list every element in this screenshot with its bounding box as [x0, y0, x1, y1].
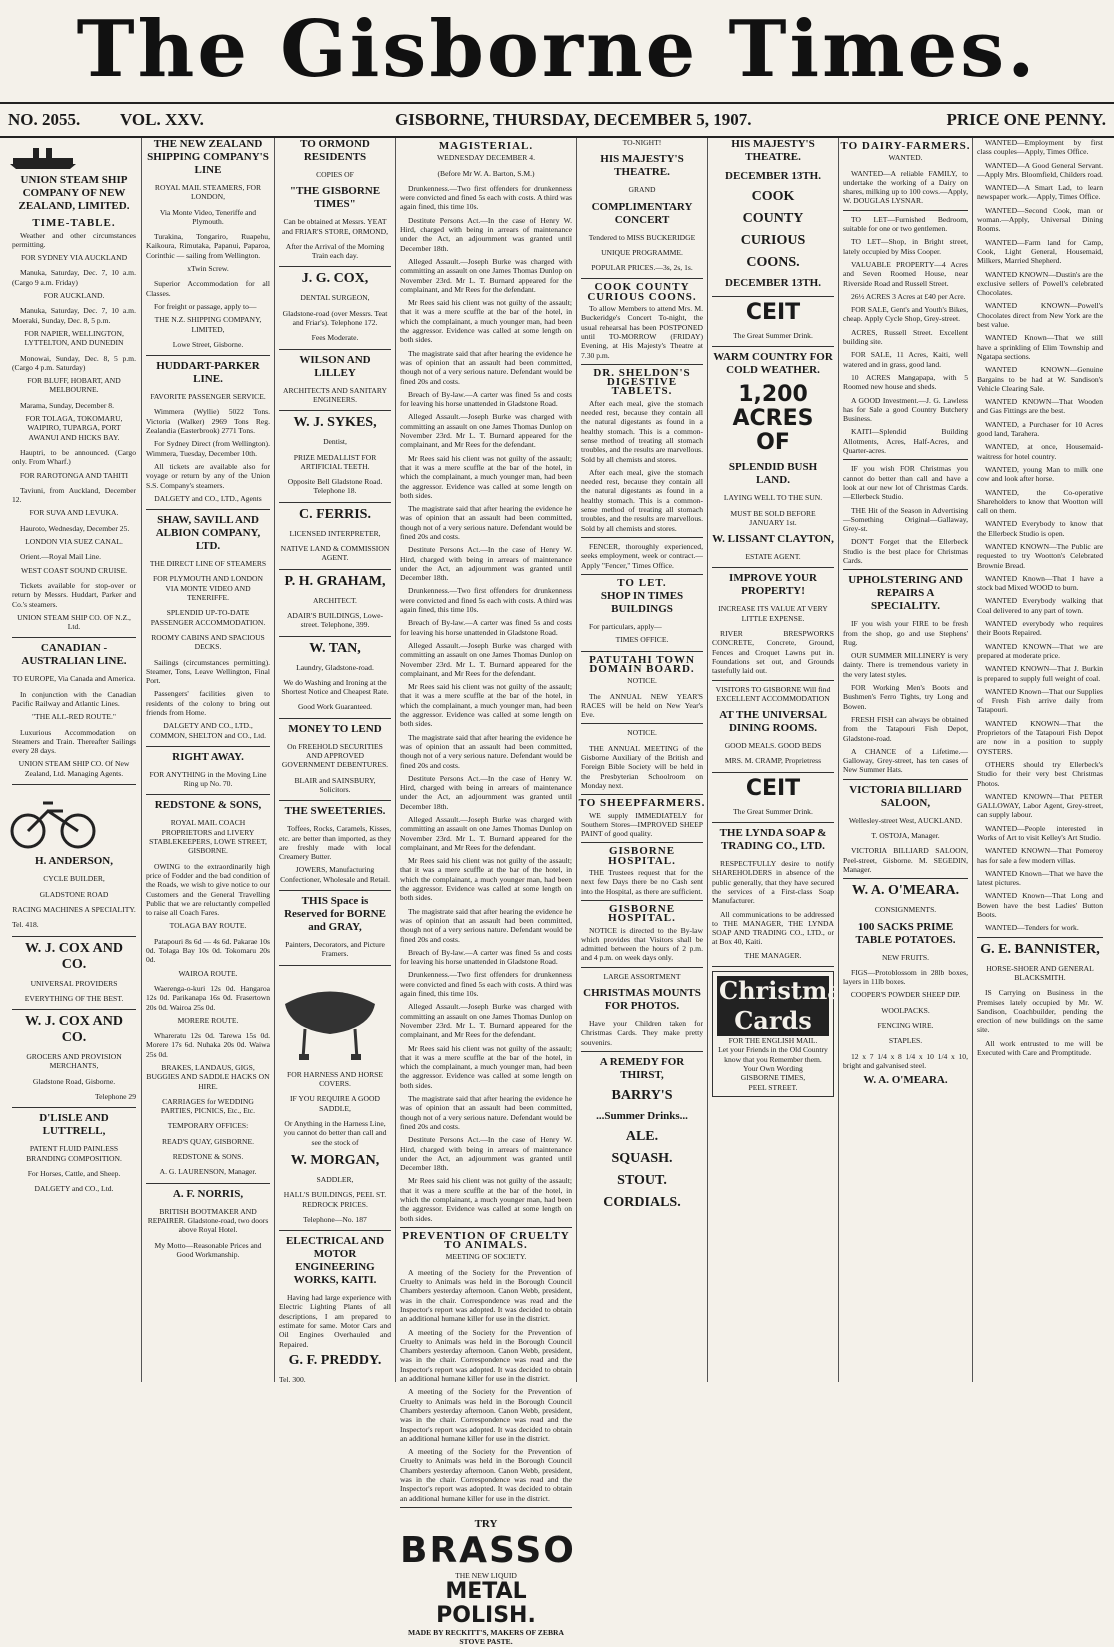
wanted-27: WANTED KNOWN—That Pomeroy has for sale a few modern villas.: [977, 846, 1103, 865]
squash: SQUASH.: [611, 1150, 673, 1166]
lisle-use: For Horses, Cattle, and Sheep.: [27, 1168, 121, 1178]
large-assortment: LARGE ASSORTMENT: [603, 971, 681, 981]
wanted-7: WANTED KNOWN—Powell's Chocolates direct from New York are the best value.: [977, 301, 1103, 330]
redstone-sons: REDSTONE & SONS.: [172, 1152, 244, 1162]
wanted-4: WANTED—Second Cook, man or woman.—Apply, Universal Dining Rooms.: [977, 205, 1103, 234]
cards-word: Cards: [717, 1006, 829, 1036]
magisterial-p4c: Mr Rees said his client was not guilty of the assault; that it was a mere scuffle at the bar of the hotel, in which the complainant, a much younger man, had been the aggressor. Evidence was called at some length on both sides.: [400, 682, 572, 729]
wairoa-route: WAIROA ROUTE.: [178, 968, 238, 978]
saddler: SADDLER,: [316, 1174, 354, 1184]
roomy-cabins: ROOMY CABINS AND SPACIOUS DECKS.: [151, 632, 265, 652]
lisle-product: PATENT FLUID PAINLESS BRANDING COMPOSITION.: [26, 1144, 122, 1163]
electrical: ELECTRICAL AND MOTOR ENGINEERING WORKS, KAITI.: [285, 1235, 385, 1287]
copies-of: COPIES OF: [316, 170, 354, 179]
magisterial-p4e: Mr Rees said his client was not guilty of the assault; that it was a mere scuffle at the bar of the hotel, in which the complainant, a much younger man, had been the aggressor. Evidence was called at some length on both sides.: [400, 1043, 572, 1090]
wanted-8: WANTED Known—That we still have a sprinkling of Elim Township and Ngatapa sections.: [977, 333, 1103, 361]
magisterial-p1d: Drunkenness.—Two first offenders for drunkenness were convicted and fined 5s each with costs. A third was again fined, this time 10s.: [400, 970, 572, 999]
times-office: TIMES OFFICE.: [615, 635, 669, 645]
preddy-name: G. F. PREDDY.: [288, 1352, 382, 1368]
native-land: NATIVE LAND & COMMISSION AGENT.: [280, 544, 390, 563]
route-tolaga: FOR TOLAGA, TOKOMARU, WAIPIRO, TUPARGA, PORT AWANUI AND HICKS BAY.: [25, 414, 123, 442]
magisterial-p2: Destitute Persons Act.—In the case of Henry W. Hird, charged with being in arrears of maintenance under the Act, an adjournment was granted until December 18th.: [400, 215, 572, 253]
universal-providers: UNIVERSAL PROVIDERS: [30, 978, 118, 988]
wanted-1: WANTED—Employment by first class couples—Apply, Times Office.: [977, 138, 1103, 157]
brasso-logo: BRASSO: [400, 1529, 576, 1571]
magisterial-p3b: Alleged Assault.—Joseph Burke was charged with committing an assault on one James Thomas Dunlop on November 23rd. Mr L. T. Burnard appeared for the complainant, and Mr Rees for the defendant.: [400, 412, 572, 450]
notice-body: THE ANNUAL MEETING of the Gisborne Auxiliary of the British and Foreign Bible Society will be held in the Presbyterian Schoolroom on Monday next.: [581, 743, 703, 790]
managing-agents: UNION STEAM SHIP CO. Of New Zealand, Ltd. Managing Agents.: [18, 759, 130, 778]
magisterial-p5c: The magistrate said that after hearing the evidence he was of opinion that an assault had been committed, though not of a very serious nature. Defendant would be fined 20s and costs.: [400, 732, 572, 770]
friends-remember: Let your Friends in the Old Country know that you Remember them.: [718, 1045, 828, 1064]
tolaga-route: TOLAGA BAY ROUTE.: [169, 921, 247, 931]
consignments: CONSIGNMENTS.: [874, 905, 937, 915]
bannister-body-2: All work entrusted to me will be Executed with Care and Promptitude.: [977, 1038, 1103, 1058]
fees-moderate: Fees Moderate.: [311, 333, 359, 343]
visitors: VISITORS TO GISBORNE Will find EXCELLENT ACCOMMODATION: [715, 684, 831, 703]
tel-187: Telephone—No. 187: [303, 1214, 367, 1224]
architect: ARCHITECT.: [313, 595, 357, 605]
reads-quay: READ'S QUAY, GISBORNE.: [161, 1136, 255, 1146]
norris-sub: BRITISH BOOTMAKER AND REPAIRER. Gladstone-road, two doors above Royal Hotel.: [147, 1206, 269, 1235]
increase: INCREASE ITS VALUE AT VERY LITTLE EXPENSE.: [718, 604, 828, 623]
wanted-dairy: WANTED—A reliable FAMILY, to undertake the working of a Dairy on shares, milking up to 100 cows.—Apply, W. DOUGLAS LYSNAR.: [843, 168, 968, 206]
magisterial-p5d: The magistrate said that after hearing the evidence he was of opinion that an assault had been committed, though not of a very serious nature. Defendant would be fined 20s and costs.: [400, 906, 572, 944]
ferris-name: C. FERRIS.: [299, 506, 371, 522]
cooper-dip: COOPER'S POWDER SHEEP DIP.: [850, 990, 961, 1000]
wilson-sub: ARCHITECTS AND SANITARY ENGINEERS.: [282, 385, 388, 404]
laying-well: LAYING WELL TO THE SUN.: [723, 493, 823, 503]
dateline: [0, 102, 1114, 138]
good-meals: GOOD MEALS. GOOD BEDS: [724, 741, 822, 751]
unique-programme: UNIQUE PROGRAMME.: [601, 247, 683, 257]
county: COUNTY: [742, 211, 804, 226]
christmas-photos: IF you wish FOR Christmas you cannot do better than call and have a look at our new lot of Christmas Cards.—Ellerbeck Studio.: [843, 464, 968, 502]
saddle-question-2: Or Anything in the Harness Line, you cannot do better than call and see the stock of: [283, 1119, 387, 1147]
laundry: Laundry, Gladstone-road.: [296, 662, 374, 672]
volume-number: VOL. XXV.: [120, 110, 204, 129]
redstone-sub: ROYAL MAIL COACH PROPRIETORS and LIVERY STABLEKEEPERS, LOWE STREET, GISBORNE.: [149, 818, 267, 856]
norris-motto: My Motto—Reasonable Prices and Good Workmanship.: [154, 1240, 262, 1259]
lisle-name: D'LISLE AND LUTTRELL,: [39, 1112, 109, 1138]
bicycle-icon: [8, 791, 98, 851]
cook-curious: COOK COUNTY CURIOUS COONS.: [587, 281, 697, 303]
dec-13: DECEMBER 13TH.: [725, 170, 821, 182]
anderson-speciality: RACING MACHINES A SPECIALITY.: [12, 904, 136, 914]
graham-name: P. H. GRAHAM,: [284, 573, 386, 589]
twin-screw: xTwin Screw.: [187, 264, 229, 274]
for-sale-bikes: FOR SALE, Gent's and Youth's Bikes, cheap. Apply Cycle Shop, Grey-street.: [843, 305, 968, 324]
dalgety-common: DALGETY AND CO., LTD., COMMON, SHELTON and CO., Ltd.: [149, 721, 267, 740]
tendered: Tendered to MISS BUCKERIDGE: [588, 232, 696, 242]
column-6: HIS MAJESTY'S THEATRE. DECEMBER 13TH. COOK COUNTY CURIOUS COONS. DECEMBER 13TH. CEIT The Great Summer Drink. WARM COUNTRY FOR COLD WEATHER. 1,200 ACRES OF SPLENDID BUSH LAND. LAYING WELL TO THE SUN. MUST BE SOLD BEFORE JANUARY 1st. W. LISSANT CLAYTON, ESTATE AGENT. IMPROVE YOUR PROPERTY! INCREASE ITS VALUE AT VERY LITTLE EXPENSE. RIVER BRESPWORKS CONCRETE, Concrete, Ground, Fences and Croquet Lawns put in. Foundations set out, and Grounds tastefully laid out. VISITORS TO GISBORNE Will find EXCELLENT ACCOMMODATION AT THE UNIVERSAL DINING ROOMS. GOOD MEALS. GOOD BEDS MRS. M. CRAMP, Proprietress CEIT The Great Summer Drink. THE LYNDA SOAP & TRADING CO., LTD. RESPECTFULLY desire to notify SHAREHOLDERS in absence of the public generally, that they have secured the services of a First-class Soap Manufacturer. All communications to be addressed to THE MANAGER, THE LYNDA SOAP AND TRADING CO., LTD., or at Box 40, Kaiti. THE MANAGER. Christmas Cards FOR THE ENGLISH MAIL. Let your Friends in the Old Country know that you Remember them. Your Own Wording GISBORNE TIMES, PEEL STREET.: [707, 138, 838, 1382]
favorite-service: FAVORITE PASSENGER SERVICE.: [150, 392, 266, 402]
wanted-11: WANTED, a Purchaser for 10 Acres good land, Tarahera.: [977, 419, 1103, 439]
magisterial-p1: Drunkenness.—Two first offenders for drunkenness were convicted and fined 5s each with costs. A third was again fined, this time 10s.: [400, 183, 572, 212]
column-7: TO DAIRY-FARMERS. WANTED. WANTED—A reliable FAMILY, to undertake the working of a Dairy on shares, milking up to 100 cows.—Apply, W. DOUGLAS LYSNAR. TO LET—Furnished Bedroom, suitable for one or two gentlemen. TO LET—Shop, in Bright street, lately occupied by Miss Cooper. VALUABLE PROPERTY—4 Acres and Seven Roomed House, near Riverside Road and Russell Street. 26½ ACRES 3 Acres at £40 per Acre. FOR SALE, Gent's and Youth's Bikes, cheap. Apply Cycle Shop, Grey-street. ACRES, Russell Street. Excellent building site. FOR SALE, 11 Acres, Kaiti, well watered and in grass, good land. 10 ACRES Mangapapa, with 5 Roomed new house and sheds. A GOOD Investment.—J. G. Lawless has for Sale a good Country Butchery Business. KAITI—Splendid Building Allotments, Acres, Half-Acres, and Quarter-acres. IF you wish FOR Christmas you cannot do better than call and have a look at our new lot of Christmas Cards.—Ellerbeck Studio. THE Hit of the Season in Advertising—Something Original—Gallaway, Grey-st. DON'T Forget that the Ellerbeck Studio is the best place for Christmas Cards. UPHOLSTERING AND REPAIRS A SPECIALITY. IF you wish your FIRE to be fresh from the shop, go and use Stephens' Rug. OUR SUMMER MILLINERY is very dainty. There is tremendous variety in the very latest styles. FOR Working Men's Boots and Bushmen's Ferro Tights, try Long and Bowen. FRESH FISH can always be obtained from the Tatapouri Fish Depot, Gladstone-road. A CHANCE of a Lifetime.—Galloway, Grey-street, has ten cases of New Summer Hats. VICTORIA BILLIARD SALOON, Wellesley-street West, AUCKLAND. T. OSTOJA, Manager. VICTORIA BILLIARD SALOON, Peel-street, Gisborne. M. SEGEDIN, Manager. W. A. O'MEARA. CONSIGNMENTS. 100 SACKS PRIME TABLE POTATOES. NEW FRUITS. FIGS—Protoblossom in 28lb boxes, layers in 11lb boxes. COOPER'S POWDER SHEEP DIP. WOOLPACKS. FENCING WIRE. STAPLES. 12 x 7 1/4 x 8 1/4 x 10 1/4 x 10, bright and galvanised steel. W. A. O'MEARA.: [838, 138, 972, 1382]
grand: GRAND: [628, 185, 656, 195]
to-let: TO LET.: [617, 576, 667, 589]
sheepfarmers: TO SHEEPFARMERS.: [578, 797, 706, 810]
royal-mail: ROYAL MAIL STEAMERS, FOR LONDON,: [154, 183, 262, 202]
ceit-sub: The Great Summer Drink.: [733, 331, 813, 340]
hospital-heading-2: GISBORNE HOSPITAL.: [608, 902, 676, 925]
wanted-18: WANTED Everybody walking that Coal delivered to any part of town.: [977, 596, 1103, 615]
page-columns: [8, 138, 1106, 1647]
curious: CURIOUS: [740, 233, 806, 248]
ceit: CEIT: [745, 300, 801, 325]
to-let-bedroom: TO LET—Furnished Bedroom, suitable for one or two gentlemen.: [843, 214, 968, 234]
universal-dining: AT THE UNIVERSAL DINING ROOMS.: [719, 709, 827, 735]
wanted-23: WANTED KNOWN—That the Proprietors of the Tatapouri Fish Depot are now in a position to supply OYSTERS.: [977, 718, 1103, 756]
wanted-24: OTHERS should try Ellerbeck's Studio for their very best Christmas Photos.: [977, 759, 1103, 788]
bannister-body: IS Carrying on Business in the Premises lately occupied by Mr. W. Sandison, Coachbuilder, pending the erection of new buildings on the same site.: [977, 988, 1103, 1035]
prevention-body: A meeting of the Society for the Prevention of Cruelty to Animals was held in the Borough Council Chambers yesterday afternoon. Canon Webb, president, was in the chair. Correspondence was read and the Inspector's report was adopted. It was decided to obtain an additional humane killer for use in the district.: [400, 1267, 572, 1324]
gladstone-address: Gladstone Road, Gisborne.: [32, 1076, 116, 1086]
brasso-new: THE NEW LIQUID: [455, 1570, 517, 1580]
splendid-bush: SPLENDID BUSH LAND.: [728, 461, 818, 487]
brakes: BRAKES, LANDAUS, GIGS, BUGGIES AND SADDLE HACKS ON HIRE.: [146, 1063, 270, 1091]
magisterial-p2b: Destitute Persons Act.—In the case of Henry W. Hird, charged with being in arrears of maintenance under the Act, an adjournment was granted until December 18th.: [400, 545, 572, 583]
clayton: W. LISSANT CLAYTON,: [712, 533, 834, 546]
potatoes: 100 SACKS PRIME TABLE POTATOES.: [855, 920, 956, 946]
timetable-note: Weather and other circumstances permitting.: [12, 230, 136, 249]
direct-line: THE DIRECT LINE OF STEAMERS: [149, 559, 267, 569]
column-4: [395, 138, 576, 1647]
magisterial-p5b: The magistrate said that after hearing the evidence he was of opinion that an assault had been committed, though not of a very serious nature. Defendant would be fined 20s and costs.: [400, 504, 572, 541]
remedy-thirst: A REMEDY FOR THIRST,: [599, 1055, 685, 1081]
victoria-saloon: VICTORIA BILLIARD SALOON,: [849, 783, 962, 809]
sykes-name: W. J. SYKES,: [293, 415, 377, 431]
wanted-2: WANTED—A Good General Servant.—Apply Mrs. Bloomfield, Childers road.: [977, 160, 1103, 179]
shaw-heading: SHAW, SAVILL AND ALBION COMPANY, LTD.: [155, 514, 261, 553]
cordials: CORDIALS.: [603, 1194, 681, 1210]
union-signature: UNION STEAM SHIP CO. OF N.Z., Ltd.: [17, 612, 131, 632]
must-sold: MUST BE SOLD BEFORE JANUARY 1st.: [730, 508, 816, 527]
route-napier: FOR NAPIER, WELLINGTON, LYTTELTON, AND DUNEDIN: [24, 328, 124, 348]
grocers: GROCERS AND PROVISION MERCHANTS,: [26, 1052, 122, 1071]
lynda-body: RESPECTFULLY desire to notify SHAREHOLDERS in absence of the public generally, that they have secured the services of a First-class Soap Manufacturer.: [712, 859, 834, 906]
good-work: Good Work Guaranteed.: [297, 702, 373, 712]
magisterial-p4: Mr Rees said his client was not guilty of the assault; that it was a mere scuffle at the bar of the hotel, in which the complainant, a much younger man, had been the aggressor. Evidence was called at some length on both sides.: [400, 298, 572, 345]
own-wording: Your Own Wording: [743, 1063, 803, 1073]
magisterial-p2c: Destitute Persons Act.—In the case of Henry W. Hird, charged with being in arrears of maintenance under the Act, an adjournment was granted until December 18th.: [400, 773, 572, 811]
estate-agent: ESTATE AGENT.: [745, 552, 801, 562]
saddle-icon: [275, 974, 385, 1064]
space-sub: Painters, Decorators, and Picture Framers.: [285, 939, 385, 959]
wj-cox-name: W. J. COX AND CO.: [25, 940, 123, 972]
union-heading: UNION STEAM SHIP COMPANY OF NEW ZEALAND, LIMITED.: [18, 174, 130, 213]
acres-sale: ACRES, Russell Street. Excellent building site.: [843, 327, 968, 347]
adair: ADAIR'S BUILDINGS, Lowe-street. Telephone, 399.: [286, 610, 384, 630]
sykes-address: Opposite Bell Gladstone Road. Telephone 18.: [287, 477, 383, 496]
cook: COOK: [751, 189, 795, 204]
magisterial-p4f: Mr Rees said his client was not guilty of the assault; that it was a mere scuffle at the bar of the hotel, in which the complainant, a much younger man, had been the aggressor. Evidence was called at some length on both sides.: [400, 1176, 572, 1223]
ale: ALE.: [625, 1128, 659, 1144]
particulars: For particulars, apply—: [589, 622, 662, 632]
saddle-question: IF YOU REQUIRE A GOOD SADDLE,: [289, 1094, 380, 1113]
hospital-heading: GISBORNE HOSPITAL.: [608, 845, 676, 867]
patutahi: PATUTAHI TOWN DOMAIN BOARD.: [589, 653, 695, 675]
brasso-maker: MADE BY RECKITT'S, MAKERS OF ZEBRA STOVE PASTE.: [408, 1628, 564, 1647]
wanted-5: WANTED—Farm land for Camp, Cook, Light General, Housemaid, Milkers, Married Shepherd.: [977, 237, 1103, 266]
blair: BLAIR and SAINSBURY, Solicitors.: [294, 775, 376, 794]
sykes-sub: Dentist,: [323, 437, 347, 447]
wanted-10: WANTED KNOWN—That Wooden and Gas Fittings are the best.: [977, 397, 1103, 416]
nzship-ltd: THE N.Z. SHIPPING COMPANY, LIMITED,: [154, 315, 262, 334]
column-2: THE NEW ZEALAND SHIPPING COMPANY'S LINE ROYAL MAIL STEAMERS, FOR LONDON, Via Monte Video, Teneriffe and Plymouth. Turakina, Tongariro, Ruapehu, Kaikoura, Rimutaka, Papanui, Paparoa, Corinthic — sailing from Wellington. xTwin Screw. Superior Accommodation for all Classes. For freight or passage, apply to— THE N.Z. SHIPPING COMPANY, LIMITED, Lowe Street, Gisborne. HUDDART-PARKER LINE. FAVORITE PASSENGER SERVICE. Wimmera (Wyllie) 5022 Tons. Victoria (Walker) 2969 Tons Reg. Zealandia (Easterbrook) 2771 Tons. For Sydney Direct (from Wellington). Wimmera, Tuesday, December 10th. All tickets are available also for voyage or return by any of the Union S.S. Company's steamers. DALGETY and CO., LTD., Agents SHAW, SAVILL AND ALBION COMPANY, LTD. THE DIRECT LINE OF STEAMERS FOR PLYMOUTH AND LONDON VIA MONTE VIDEO AND TENERIFFE. SPLENDID UP-TO-DATE PASSENGER ACCOMMODATION. ROOMY CABINS AND SPACIOUS DECKS. Sailings (circumstances permitting). Steamer, Tons, Leave Wellington, Final Port. Passengers' facilities given to residents of the colony to bring out friends from Home. DALGETY AND CO., LTD., COMMON, SHELTON and CO., Ltd. RIGHT AWAY. FOR ANYTHING in the Moving Line Ring up No. 70. REDSTONE & SONS, ROYAL MAIL COACH PROPRIETORS and LIVERY STABLEKEEPERS, LOWE STREET, GISBORNE. OWING to the extraordinarily high price of Fodder and the bad condition of the Roads, we wish to give notice to our Customers and the General Travelling Public that we are reluctantly compelled to raise all Coach Fares. TOLAGA BAY ROUTE. Patapouri 8s 6d — 4s 6d. Pakarae 10s 0d. Tolaga Bay 10s 0d. Tokomaru 20s 0d. WAIROA ROUTE. Waerenga-o-kuri 12s 0d. Hangaroa 12s 0d. Parikanapa 16s 0d. Frasertown 20s 0d. Wairoa 25s 0d. MORERE ROUTE. Whareratu 12s 0d. Tarewa 15s 0d. Morere 17s 6d. Nuhaka 20s 0d. Waiwa 25s 0d. BRAKES, LANDAUS, GIGS, BUGGIES AND SADDLE HACKS ON HIRE. CARRIAGES for WEDDING PARTIES, PICNICS, Etc., Etc. TEMPORARY OFFICES: READ'S QUAY, GISBORNE. REDSTONE & SONS. A. G. LAURENSON, Manager. A. F. NORRIS, BRITISH BOOTMAKER AND REPAIRER. Gladstone-road, two doors above Royal Hotel. My Motto—Reasonable Prices and Good Workmanship.: [141, 138, 274, 1382]
jgcox-name: J. G. COX,: [301, 271, 369, 287]
jgcox-address: Gladstone-road (over Messrs. Teat and Friar's). Telephone 172.: [282, 308, 388, 328]
warm-country: WARM COUNTRY FOR COLD WEATHER.: [713, 351, 833, 377]
licensed: LICENSED INTERPRETER,: [289, 528, 381, 538]
wanted-28: WANTED Known—That we have the latest pictures.: [977, 868, 1103, 888]
wanted-21: WANTED KNOWN—That J. Burkin is prepared to supply full weight of coal.: [977, 664, 1103, 683]
wanted-26: WANTED—People interested in Works of Art to visit Kelley's Art Studio.: [977, 823, 1103, 842]
redstone-heading: REDSTONE & SONS,: [154, 799, 262, 812]
wanted-15: WANTED Everybody to know that the Ellerbeck Studio is open.: [977, 519, 1103, 538]
magisterial-before: (Before Mr W. A. Barton, S.M.): [437, 168, 535, 178]
magisterial-p4b: Mr Rees said his client was not guilty of the assault; that it was a mere scuffle at the bar of the hotel, in which the complainant, a much younger man, had been the aggressor. Evidence was called at some length on both sides.: [400, 453, 572, 500]
notice-2: NOTICE.: [627, 728, 657, 738]
shop-times: SHOP IN TIMES BUILDINGS: [600, 590, 684, 616]
hospital-body: THE Trustees request that for the next few Days there be no Cash sent into the Hospital, as there are sufficient.: [581, 868, 703, 896]
nzship-lowe: Lowe Street, Gisborne.: [172, 339, 244, 349]
wtan-sub: We do Washing and Ironing at the Shortest Notice and Cheapest Rate.: [281, 677, 389, 697]
dalgety-agents: DALGETY and CO., LTD., Agents: [154, 493, 262, 503]
laurenson: A. G. LAURENSON, Manager.: [159, 1167, 257, 1177]
right-away-sub: FOR ANYTHING in the Moving Line Ring up No. 70.: [149, 769, 267, 789]
sheldon-heading: DR. SHELDON'S DIGESTIVE TABLETS.: [593, 366, 691, 398]
christmas-cards-box: [712, 971, 857, 1097]
wj-cox-name-2: W. J. COX AND CO.: [25, 1014, 123, 1046]
anderson-name: H. ANDERSON,: [35, 855, 113, 868]
wanted-14: WANTED, the Co-operative Shareholders to know that Wootton will call on them.: [977, 487, 1103, 516]
jowers: JOWERS, Manufacturing Confectioner, Wholesale and Retail.: [280, 865, 390, 884]
money-lend: MONEY TO LEND: [288, 722, 382, 735]
wanted-label: WANTED.: [888, 153, 923, 163]
wanted-3: WANTED—A Smart Lad, to learn newspaper work.—Apply, Times Office.: [977, 183, 1103, 202]
oshea-manager: T. OSTOJA, Manager.: [871, 831, 940, 841]
sweeteries: THE SWEETERIES.: [284, 805, 386, 818]
obtained: Can be obtained at Messrs. YEAT and FRIAR'S STORE, ORMOND,: [281, 217, 389, 236]
upholstering: UPHOLSTERING AND REPAIRS A SPECIALITY.: [848, 574, 963, 613]
magisterial-p5e: The magistrate said that after hearing the evidence he was of opinion that an assault had been committed, though not of a very serious nature. Defendant would be fined 20s and costs.: [400, 1094, 572, 1131]
route-suva: FOR SUVA AND LEVUKA.: [29, 508, 119, 518]
lynda-sign: THE MANAGER.: [744, 950, 802, 960]
magisterial-p6d: Breach of By-law.—A carter was fined 5s and costs for leaving his horse unattended in Gladstone Road.: [400, 947, 572, 967]
huddart-heading: HUDDART-PARKER LINE.: [156, 360, 260, 386]
summer-drinks: ...Summer Drinks...: [596, 1109, 688, 1122]
route-london: LONDON VIA SUEZ CANAL.: [25, 537, 123, 547]
his-majesty-2: HIS MAJESTY'S THEATRE.: [731, 138, 815, 163]
dec-13-b: DECEMBER 13TH.: [725, 277, 821, 289]
wanted-16: WANTED KNOWN—The Public are requested to try Wootton's Celebrated Brownie Bread.: [977, 541, 1103, 570]
dairy-heading: TO DAIRY-FARMERS.: [840, 140, 971, 152]
jgcox-sub: DENTAL SURGEON,: [300, 293, 370, 303]
arrival: After the Arrival of the Morning Train each day.: [285, 241, 385, 261]
wanted-29: WANTED Known—That Long and Bowen have the best Ladies' Button Boots.: [977, 891, 1103, 920]
issue-number: NO. 2055.: [8, 110, 81, 129]
magisterial-p6: Breach of By-law.—A carter was fined 5s and costs for leaving his horse unattended in Gladstone Road.: [400, 389, 572, 409]
wanted-12: WANTED, at once, Housemaid-waitress for hotel country.: [977, 442, 1103, 461]
sheldon-body-2: After each meal, give the stomach needed rest, because they contain all the natural digestants as found in a healthy stomach. This is a common-sense method of treating all stomach troubles, and the results are marvellous. Sold by all chemists and stores.: [581, 467, 703, 533]
bannister-sub: HORSE-SHOER AND GENERAL BLACKSMITH.: [986, 963, 1094, 982]
column-5: TO-NIGHT! HIS MAJESTY'S THEATRE. GRAND COMPLIMENTARY CONCERT Tendered to MISS BUCKERIDGE UNIQUE PROGRAMME. POPULAR PRICES.—3s, 2s, 1s. COOK COUNTY CURIOUS COONS. To allow Members to attend Mrs. M. Buckeridge's Concert To-night, the usual rehearsal has been POSTPONED until TO-MORROW (FRIDAY) Evening, at His Majesty's Theatre at 7.30 p.m. DR. SHELDON'S DIGESTIVE TABLETS. After each meal, give the stomach needed rest, because they contain all the natural digestants as found in a healthy stomach. This is a common-sense method of treating all stomach troubles, and the results are marvellous. Sold by all chemists and stores. After each meal, give the stomach needed rest, because they contain all the natural digestants as found in a healthy stomach. This is a common-sense method of treating all stomach troubles, and the results are marvellous. Sold by all chemists and stores. FENCER, thoroughly experienced, seeks employment, week or contract.—Apply "Fencer," Times Office. TO LET. SHOP IN TIMES BUILDINGS For particulars, apply— TIMES OFFICE. PATUTAHI TOWN DOMAIN BOARD. NOTICE. The ANNUAL NEW YEAR'S RACES will be held on New Year's Eve. NOTICE. THE ANNUAL MEETING of the Gisborne Auxiliary of the British and Foreign Bible Society will be held in the Presbyterian Schoolroom on Monday next. TO SHEEPFARMERS. WE supply IMMEDIATELY for Southern Stores—IMPROVED SHEEP PAINT of good quality. GISBORNE HOSPITAL. THE Trustees request that for the next few Days there be no Cash sent into the Hospital, as there are sufficient. GISBORNE HOSPITAL. NOTICE is directed to the By-law which provides that Visitors shall be admitted between the hours of 2 p.m. and 4 p.m. on week days only. LARGE ASSORTMENT CHRISTMAS MOUNTS FOR PHOTOS. Have your Children taken for Christmas Cards. They make pretty souvenirs. A REMEDY FOR THIRST, BARRY'S ...Summer Drinks... ALE. SQUASH. STOUT. CORDIALS.: [576, 138, 707, 1382]
wanted-19: WANTED everybody who requires their Boots Repaired.: [977, 619, 1103, 638]
wanted-6: WANTED KNOWN—Dustin's are the exclusive sellers of Powell's celebrated Chocolates.: [977, 269, 1103, 298]
coons: COONS.: [746, 255, 800, 270]
prevention-body-3: A meeting of the Society for the Prevention of Cruelty to Animals was held in the Borough Council Chambers yesterday afternoon. Canon Webb, president, was in the chair. Correspondence was read and the Inspector's report was adopted. It was decided to obtain an additional humane killer for use in the district.: [400, 1387, 572, 1443]
magisterial-p3d: Alleged Assault.—Joseph Burke was charged with committing an assault on one James Thomas Dunlop on November 23rd. Mr L. T. Burnard appeared for the complainant, and Mr Rees for the defendant.: [400, 815, 572, 852]
masthead: [0, 0, 1114, 100]
wanted-22: WANTED Known—That our Supplies of Fresh Fish arrive daily from Tatapouri.: [977, 686, 1103, 715]
improve: IMPROVE YOUR PROPERTY!: [729, 572, 817, 598]
price: PRICE ONE PENNY.: [946, 110, 1106, 129]
ormond-heading: TO ORMOND RESIDENTS: [300, 138, 370, 163]
splendid-accommodation: SPLENDID UP-TO-DATE PASSENGER ACCOMMODATION.: [150, 608, 266, 627]
plymouth: FOR PLYMOUTH AND LONDON VIA MONTE VIDEO AND TENERIFFE.: [153, 574, 263, 603]
column-8: [972, 138, 1107, 1382]
to-europe: TO EUROPE, Via Canada and America.: [12, 674, 136, 684]
nzship-heading: THE NEW ZEALAND SHIPPING COMPANY'S LINE: [147, 138, 269, 176]
everything-best: EVERYTHING OF THE BEST.: [24, 993, 124, 1003]
carriages: CARRIAGES for WEDDING PARTIES, PICNICS, Etc., Etc.: [160, 1096, 256, 1116]
for-english-mail: FOR THE ENGLISH MAIL.: [728, 1036, 818, 1046]
magisterial-p5: The magistrate said that after hearing the evidence he was of opinion that an assault had been committed, though not of a very serious nature. Defendant would be fined 20s and costs.: [400, 348, 572, 386]
royal-via: Via Monte Video, Teneriffe and Plymouth.: [159, 207, 257, 226]
barrys: BARRY'S: [611, 1087, 673, 1103]
complimentary-concert: COMPLIMENTARY CONCERT: [591, 200, 693, 226]
canadian-heading: CANADIAN - AUSTRALIAN LINE.: [21, 642, 127, 668]
magisterial-p1b: Drunkenness.—Two first offenders for drunkenness were convicted and fined 5s each with costs. A third was again fined, this time 10s.: [400, 586, 572, 615]
gisborne-times-footer: GISBORNE TIMES,: [740, 1073, 806, 1083]
staples: STAPLES.: [888, 1036, 923, 1046]
magisterial-p3: Alleged Assault.—Joseph Burke was charged with committing an assault on one James Thomas Dunlop on November 23rd. Mr L. T. Burnard appeared for the complainant, and Mr Rees for the defendant.: [400, 256, 572, 294]
victoria-sub: Wellesley-street West, AUCKLAND.: [848, 815, 963, 825]
anderson-trade: CYCLE BUILDER,: [43, 874, 105, 884]
tonight: TO-NIGHT!: [622, 138, 662, 147]
timetable-heading: TIME-TABLE.: [32, 217, 116, 230]
lisle-dalgety: DALGETY and CO., Ltd.: [34, 1184, 114, 1194]
magisterial-p3e: Alleged Assault.—Joseph Burke was charged with committing an assault on one James Thomas Dunlop on November 23rd. Mr L. T. Burnard appeared for the complainant, and Mr Rees for the defendant.: [400, 1002, 572, 1040]
popular-prices: POPULAR PRICES.—3s, 2s, 1s.: [591, 263, 693, 273]
lynda-heading: THE LYNDA SOAP & TRADING CO., LTD.: [719, 827, 827, 853]
temporary: TEMPORARY OFFICES:: [167, 1121, 249, 1131]
newspaper-title: The Gisborne Times.: [76, 4, 1038, 95]
fencer: FENCER, thoroughly experienced, seeks employment, week or contract.—Apply "Fencer," Times Office.: [581, 541, 703, 570]
wanted-13: WANTED, young Man to milk one cow and look after horse.: [977, 464, 1103, 484]
his-majesty: HIS MAJESTY'S THEATRE.: [600, 153, 684, 179]
all-red-route: "THE ALL-RED ROUTE.": [31, 712, 117, 722]
magisterial-p3c: Alleged Assault.—Joseph Burke was charged with committing an assault on one James Thomas Dunlop on November 23rd. Mr L. T. Burnard appeared for the complainant, and Mr Rees for the defendant.: [400, 640, 572, 678]
space-reserved: THIS Space is Reserved for BORNE and GRAY,: [284, 894, 386, 933]
telephone: Telephone 29: [94, 1092, 136, 1102]
woolpacks: WOOLPACKS.: [881, 1005, 930, 1015]
fencing-wire: FENCING WIRE.: [877, 1021, 934, 1030]
route-westcoast: WEST COAST SOUND CRUISE.: [20, 565, 128, 575]
norris-name: A. F. NORRIS,: [172, 1187, 244, 1200]
anderson-tel: Tel. 418.: [12, 920, 39, 930]
prevention-body-2: A meeting of the Society for the Prevention of Cruelty to Animals was held in the Borough Council Chambers yesterday afternoon. Canon Webb, president, was in the chair. Correspondence was read and the Inspector's report was adopted. It was decided to obtain an additional humane killer for use in the district.: [400, 1327, 572, 1384]
notice: NOTICE.: [627, 676, 657, 686]
superior: Superior Accommodation for all Classes.: [146, 279, 270, 298]
sykes-prize: PRIZE MEDALLIST FOR ARTIFICIAL TEETH.: [293, 452, 377, 471]
prevention-body-4: A meeting of the Society for the Prevention of Cruelty to Animals was held in the Borough Council Chambers yesterday afternoon. Canon Webb, president, was in the chair. Correspondence was read and the Inspector's report was adopted. It was decided to obtain an additional humane killer for use in the district.: [400, 1447, 572, 1503]
christmas-mounts: CHRISTMAS MOUNTS FOR PHOTOS.: [583, 987, 701, 1012]
brasso-metal: METAL POLISH.: [436, 1579, 536, 1629]
place-date: GISBORNE, THURSDAY, DECEMBER 5, 1907.: [395, 110, 752, 129]
column-1: UNION STEAM SHIP COMPANY OF NEW ZEALAND, LIMITED. TIME-TABLE. Weather and other circumstances permitting. FOR SYDNEY VIA AUCKLAND Manuka, Saturday, Dec. 7, 10 a.m. (Cargo 9 a.m. Friday) FOR AUCKLAND. Manuka, Saturday, Dec. 7, 10 a.m. Moeraki, Sunday, Dec. 8, 5 p.m. FOR NAPIER, WELLINGTON, LYTTELTON, AND DUNEDIN Monowai, Sunday, Dec. 8, 5 p.m. (Cargo 4 p.m. Saturday) FOR BLUFF, HOBART, AND MELBOURNE. Marama, Sunday, December 8. FOR TOLAGA, TOKOMARU, WAIPIRO, TUPARGA, PORT AWANUI AND HICKS BAY. Hauptri, to be announced. (Cargo only. From Wharf.) FOR RAROTONGA AND TAHITI Taviuni, from Auckland, December 12. FOR SUVA AND LEVUKA. Hauroto, Wednesday, December 25. LONDON VIA SUEZ CANAL. Orient.—Royal Mail Line. WEST COAST SOUND CRUISE. Tickets available for stop-over or return by Messrs. Huddart, Parker and Co.'s steamers. UNION STEAM SHIP CO. OF N.Z., Ltd. CANADIAN - AUSTRALIAN LINE. TO EUROPE, Via Canada and America. In conjunction with the Canadian Pacific Railway and Atlantic Lines. "THE ALL-RED ROUTE." Luxurious Accommodation on Steamers and Train. Thereafter Sailings every 28 days. UNION STEAM SHIP CO. Of New Zealand, Ltd. Managing Agents. H. ANDERSON, CYCLE BUILDER, GLADSTONE ROAD RACING MACHINES A SPECIALITY. Tel. 418. W. J. COX AND CO. UNIVERSAL PROVIDERS EVERYTHING OF THE BEST. W. J. COX AND CO. GROCERS AND PROVISION MERCHANTS, Gladstone Road, Gisborne. Telephone 29 D'LISLE AND LUTTRELL, PATENT FLUID PAINLESS BRANDING COMPOSITION. For Horses, Cattle, and Sheep. DALGETY and CO., Ltd.: [8, 138, 140, 1382]
sheldon-body: After each meal, give the stomach needed rest, because they contain all the natural digestants as found in a healthy stomach. This is a common-sense method of treating all stomach troubles, and the results are marvellous. Sold by all chemists and stores.: [581, 398, 703, 464]
wanted-20: WANTED KNOWN—That we are prepared at moderate price.: [977, 641, 1103, 660]
peel-street: PEEL STREET.: [748, 1082, 798, 1092]
cramp: MRS. M. CRAMP, Proprietress: [724, 756, 822, 766]
acres: 1,200 ACRES OF: [732, 382, 814, 456]
new-fruits: NEW FRUITS.: [881, 952, 930, 962]
stout: STOUT.: [617, 1172, 667, 1188]
bannister-name: G. E. BANNISTER,: [980, 941, 1100, 957]
ceit-2: CEIT: [745, 775, 801, 801]
money-sub: On FREEHOLD SECURITIES AND APPROVED GOVERNMENT DEBENTURES.: [281, 741, 389, 770]
wanted-9: WANTED KNOWN—Genuine Bargains to be had at W. Sandison's Vehicle Clearing Sale.: [977, 365, 1103, 393]
harness: FOR HARNESS AND HORSE COVERS.: [287, 1069, 383, 1089]
omeara-name-2: W. A. O'MEARA.: [863, 1074, 948, 1087]
morgan-name: W. MORGAN,: [290, 1152, 380, 1168]
magisterial-heading: MAGISTERIAL.: [438, 140, 534, 152]
route-auckland: FOR AUCKLAND.: [43, 291, 105, 301]
magisterial-p6b: Breach of By-law.—A carter was fined 5s and costs for leaving his horse unattended in Gladstone Road.: [400, 618, 572, 637]
column-3: TO ORMOND RESIDENTS COPIES OF "THE GISBORNE TIMES" Can be obtained at Messrs. YEAT and FRIAR'S STORE, ORMOND, After the Arrival of the Morning Train each day. J. G. COX, DENTAL SURGEON, Gladstone-road (over Messrs. Teat and Friar's). Telephone 172. Fees Moderate. WILSON AND LILLEY ARCHITECTS AND SANITARY ENGINEERS. W. J. SYKES, Dentist, PRIZE MEDALLIST FOR ARTIFICIAL TEETH. Opposite Bell Gladstone Road. Telephone 18. C. FERRIS. LICENSED INTERPRETER, NATIVE LAND & COMMISSION AGENT. P. H. GRAHAM, ARCHITECT. ADAIR'S BUILDINGS, Lowe-street. Telephone, 399. W. TAN, Laundry, Gladstone-road. We do Washing and Ironing at the Shortest Notice and Cheapest Rate. Good Work Guaranteed. MONEY TO LEND On FREEHOLD SECURITIES AND APPROVED GOVERNMENT DEBENTURES. BLAIR and SAINSBURY, Solicitors. THE SWEETERIES. Toffees, Rocks, Caramels, Kisses, etc. are better than imported, as they are freshly made with local Creamery Butter. JOWERS, Manufacturing Confectioner, Wholesale and Retail. THIS Space is Reserved for BORNE and GRAY, Painters, Decorators, and Picture Framers. FOR HARNESS AND HORSE COVERS. IF YOU REQUIRE A GOOD SADDLE, Or Anything in the Harness Line, you cannot do better than call and see the stock of W. MORGAN, SADDLER, HALL'S BUILDINGS, PEEL ST. REDROCK PRICES. Telephone—No. 187 ELECTRICAL AND MOTOR ENGINEERING WORKS, KAITI. Having had large experience with Electric Lighting Plants of all descriptions, I am prepared to estimate for same. Motor Cars and Oil Engines Overhauled and Repaired. G. F. PREDDY. Tel. 300.: [274, 138, 395, 1382]
morere-route: MORERE ROUTE.: [177, 1015, 239, 1025]
tel-300: Tel. 300.: [279, 1374, 306, 1384]
steamship-icon: [8, 140, 78, 170]
wanted-25: WANTED KNOWN—That PETER GALLOWAY, Labor Agent, Grey-street, can supply labour.: [977, 791, 1103, 820]
wanted-30: WANTED—Tenders for work.: [985, 923, 1079, 933]
magisterial-p4d: Mr Rees said his client was not guilty of the assault; that it was a mere scuffle at the bar of the hotel, in which the complainant, a much younger man, had been the aggressor. Evidence was called at some length on both sides.: [400, 856, 572, 903]
wilson-name: WILSON AND LILLEY: [299, 353, 371, 379]
summer-millinery: OUR SUMMER MILLINERY is very dainty. There is tremendous variety in the very latest styles.: [843, 651, 968, 679]
freight: For freight or passage, apply to—: [154, 301, 257, 311]
anderson-address: GLADSTONE ROAD: [39, 889, 109, 899]
wanted-17: WANTED Known—That I have a stock bad Mixed WOOD to burn.: [977, 573, 1103, 593]
brasso-try: TRY: [474, 1517, 498, 1530]
christmas-word: Christmas: [719, 976, 857, 1006]
right-away: RIGHT AWAY.: [172, 750, 244, 763]
wtan-name: W. TAN,: [309, 640, 361, 656]
magisterial-date: WEDNESDAY DECEMBER 4.: [437, 153, 535, 163]
route-rarotonga: FOR RAROTONGA AND TAHITI: [19, 470, 129, 480]
route-bluff: FOR BLUFF, HOBART, AND MELBOURNE.: [27, 376, 121, 395]
gisborne-times-name: "THE GISBORNE TIMES": [289, 185, 381, 211]
route-sydney: FOR SYDNEY VIA AUCKLAND: [20, 253, 128, 263]
prevention-meeting: MEETING OF SOCIETY.: [445, 1252, 527, 1262]
prevention-heading: PREVENTION OF CRUELTY TO ANIMALS.: [402, 1229, 570, 1252]
omeara-name: W. A. O'MEARA.: [851, 883, 960, 899]
ceit-sub-2: The Great Summer Drink.: [733, 806, 813, 816]
magisterial-p2e: Destitute Persons Act.—In the case of Henry W. Hird, charged with being in arrears of maintenance under the Act, an adjournment was granted until December 18th.: [400, 1135, 572, 1173]
hallis: HALL'S BUILDINGS, PEEL ST. REDROCK PRICES.: [283, 1190, 387, 1209]
